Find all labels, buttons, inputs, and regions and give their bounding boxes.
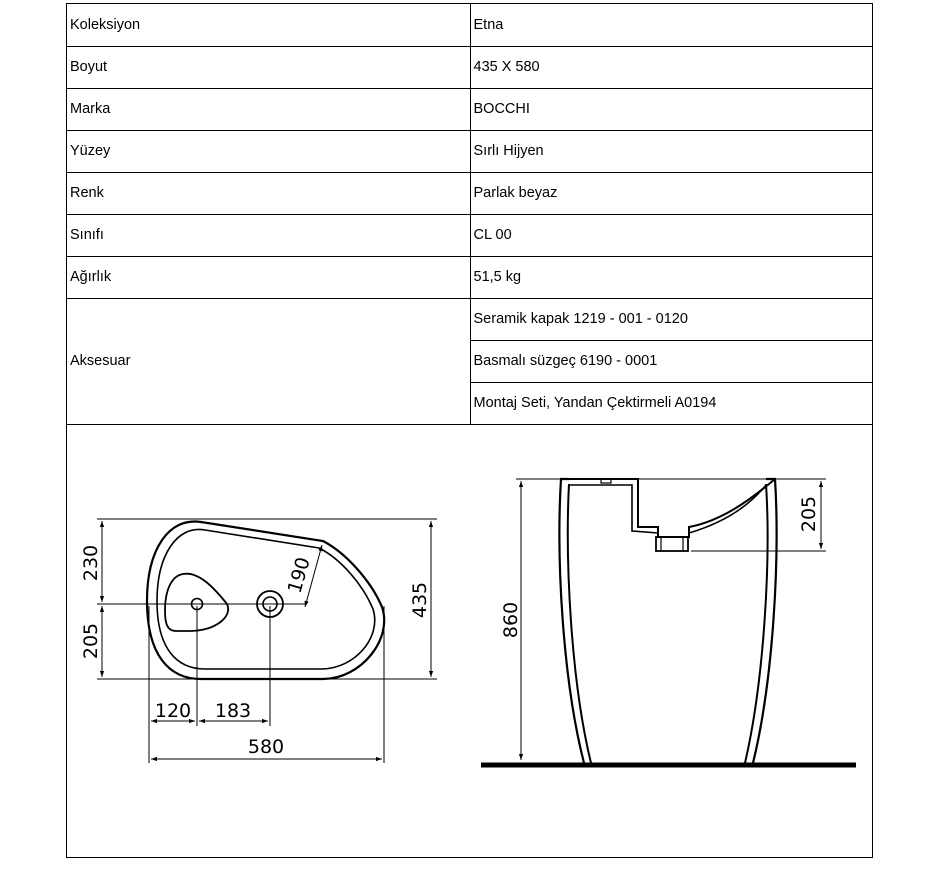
spec-label: Boyut: [67, 46, 470, 88]
spec-value: 51,5 kg: [470, 256, 872, 298]
spec-value: BOCCHI: [470, 88, 872, 130]
spec-label: Renk: [67, 172, 470, 214]
basin-bowl-section: [569, 479, 775, 537]
spec-value: Parlak beyaz: [470, 172, 872, 214]
technical-drawing: [1, 1, 936, 870]
dim-label-860: 860: [500, 601, 522, 639]
dim-label-580: 580: [247, 736, 285, 758]
top-view-labels: [80, 545, 431, 758]
spec-label: Koleksiyon: [67, 4, 470, 46]
accessory-item: Seramik kapak 1219 - 001 - 0120: [470, 298, 872, 340]
dim-label-230: 230: [80, 544, 102, 582]
product-spec-sheet: [66, 3, 873, 858]
dim-label-435: 435: [409, 581, 431, 619]
spec-value: Etna: [470, 4, 872, 46]
dim-label-183: 183: [214, 700, 252, 722]
pedestal-inner-profile: [568, 484, 768, 763]
spec-label: Sınıfı: [67, 214, 470, 256]
basin-outer-outline: [147, 521, 384, 679]
basin-rim-curve: [569, 485, 766, 533]
spec-label: Ağırlık: [67, 256, 470, 298]
spec-label: Yüzey: [67, 130, 470, 172]
top-view-dimensions: [97, 519, 437, 763]
accessory-item: Basmalı süzgeç 6190 - 0001: [470, 340, 872, 382]
dim-label-120: 120: [154, 700, 192, 722]
dim-label-205: 205: [80, 622, 102, 660]
spec-label: Marka: [67, 88, 470, 130]
dim-label-190: 190: [283, 554, 315, 596]
spec-value: 435 X 580: [470, 46, 872, 88]
accessories-label: Aksesuar: [67, 298, 470, 424]
accessory-item: Montaj Seti, Yandan Çektirmeli A0194: [470, 382, 872, 424]
technical-drawing-area: [67, 423, 872, 857]
dim-label-205-side: 205: [798, 495, 820, 533]
spec-value: CL 00: [470, 214, 872, 256]
basin-top-view: [147, 521, 384, 679]
side-view-labels: [500, 496, 820, 638]
pedestal-outer-profile: [559, 479, 776, 763]
spec-value: Sırlı Hijyen: [470, 130, 872, 172]
